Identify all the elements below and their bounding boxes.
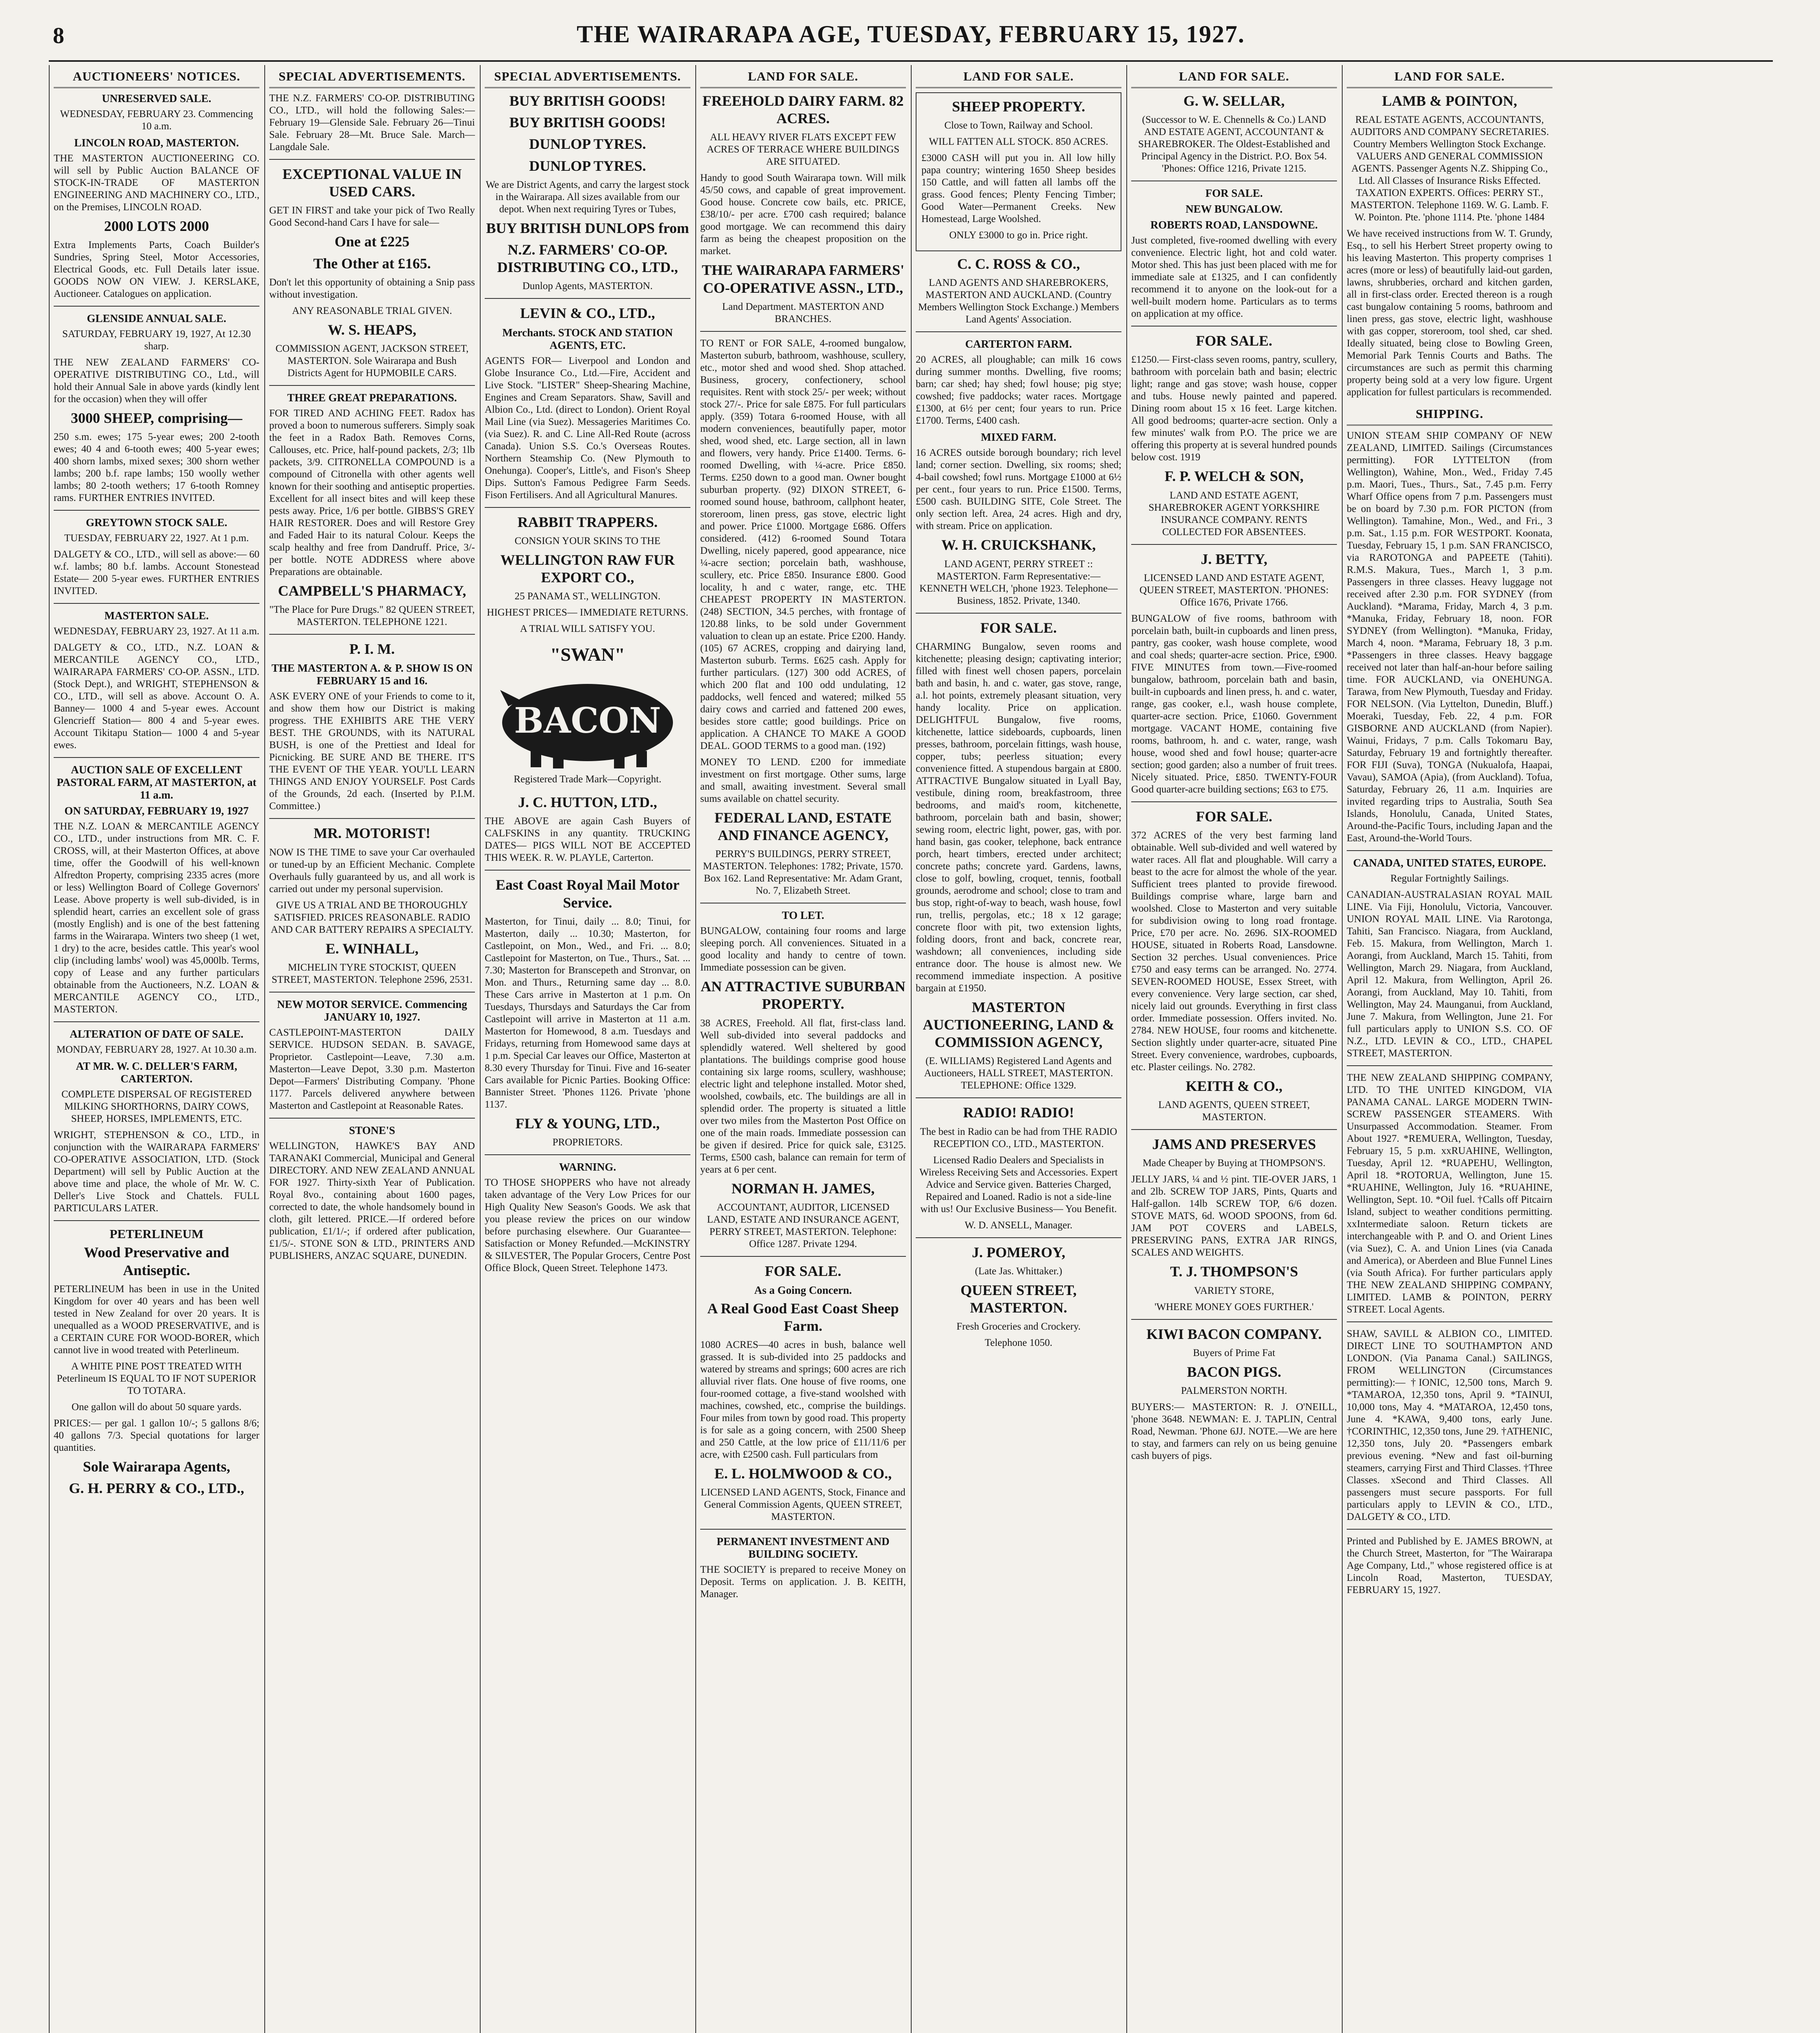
ad-text: WELLINGTON, HAWKE'S BAY AND TARANAKI Commercial, Municipal and General DIRECTORY. AND NEW ZEALAND ANNUAL FOR 1927. Thirty-sixth Year of Publication. Royal 8vo., containing about 1600 pages, corrected to date, the whole handsomely bound in cloth, gilt lettered. PRICE.—If ordered before publication, £1/1/-; if ordered after publication, £1/5/-. STONE SON & LTD., PRINTERS AND PUBLISHERS, ANZAC SQUARE, DUNEDIN. [269,1140,475,1261]
divider [1347,850,1552,851]
ad-text: BUNGALOW of five rooms, bathroom with porcelain bath, built-in cupboards and linen press, pantry, gas cooker, wash house complete, wood and coal sheds; quarter-acre section. Price, £900. FIVE MINUTES from town.—Five-roomed bungalow, bathroom, porcelain bath and basin, built-in cupboards and linen press, h. and c. water, range, gas cooker, e.l., wash house complete, quarter-acre section. Price, £1060. Government mortgage. VACANT HOME, containing five rooms, bathroom, h. and c. water, range, wash house, wood shed and fowl house; quarter-acre section; good garden; also a number of fruit trees. Nicely situated. Price, £850. TWENTY-FOUR Good quarter-acre building sections; £63 to £75. [1131,613,1337,795]
ad-text: Made Cheaper by Buying at THOMPSON'S. [1143,1158,1326,1169]
ad-text: PROPRIETORS. [552,1137,623,1148]
ad-text: PERRY'S BUILDINGS, PERRY STREET, MASTERTON. Telephones: 1782; Private, 1570. Box 162. Land Representative: Mr. Adam Grant, No. 7, Elizabeth Street. [703,849,903,897]
ad-heading: WARNING. [559,1161,616,1173]
ad-text: UNION STEAM SHIP COMPANY OF NEW ZEALAND, LIMITED. Sailings (Circumstances permitting). FOR LYTTELTON (from Wellington), Wahine, Mon., Wed., Friday 7.45 p.m. Maori, Tues., Thurs., Sat., 7.45 p.m. Ferry Wharf Office opens from 7 p.m. Passengers must be on board by 7.30 p.m. FOR PICTON (from Wellington). Tamahine, Mon., Wed., and Fri., 3 p.m. Sat., 1.15 p.m. FOR WESTPORT. Koonata, Tuesday, February 15, 1 p.m. SAN FRANCISCO, via RAROTONGA and PAPEETE (Tahiti). R.M.S. Makura, Tues., March 1, 3 p.m. Passengers in three classes. Heavy luggage not received after 2.30 p.m. FOR SYDNEY (from Auckland). *Marama, Friday, March 4, 3 p.m. *Manuka, Friday, February 18, noon. FOR SYDNEY (from Wellington). *Manuka, Friday, March 4, noon. *Marama, February 18, 3 p.m. *Passengers in three classes. Heavy baggage received not later than half-an-hour before sailing time. FOR AUCKLAND, via ONEHUNGA. Tarawa, from New Plymouth, Tuesday and Friday. FOR NELSON. (Via Lyttelton, Dunedin, Bluff.) Moeraki, Tuesday, Feb. 22, 4 p.m. FOR GISBORNE AND AUCKLAND (from Napier). Wainui, Fridays, 7 p.m. Calls Tokomaru Bay, Saturday, February 19 and fortnightly thereafter. FOR FIJI (Suva), TONGA (Nukualofa, Haapai, Vavau), SAMOA (Apia), (from Auckland). Tofua, Saturday, February 26, 11 a.m. Inquiries are invited regarding trips to Australia, South Sea Islands, Honolulu, Canada, United States, Around-the-Pacific Tours, including Japan and the East, Around-the-World Tours. [1347,430,1552,844]
ad-heading: Merchants. STOCK AND STATION AGENTS, ETC. [502,326,673,351]
ad-display: JAMS AND PRESERVES [1152,1136,1316,1153]
logo-word: BACON [514,700,661,742]
ad-text: DALGETY & CO., LTD., N.Z. LOAN & MERCANTILE AGENCY CO., LTD., WAIRARAPA FARMERS' CO-OP. ASSN., LTD. (Stock Dept.), and WRIGHT, STEPHENSON & CO., LTD., will sell as above. Account O. A. Banney— 1000 4 and 5-year ewes. Account Glencrieff Station— 800 4 and 5-year ewes. Account Tikitapu Station— 1000 4 and 5-year ewes. [54,642,259,751]
column-auctioneers-notices [49,65,263,2033]
ad-text: JELLY JARS, ¼ and ½ pint. TIE-OVER JARS, 1 and 2lb. SCREW TOP JARS, Pints, Quarts and Half-gallon. 14lb SCREW TOP, 6/6 dozen. STOVE MATS, 6d. WOOD SPOONS, from 6d. JAM POT COVERS and LABELS, PRESERVING PANS, EXTRA JAR RINGS, SCALES AND WEIGHTS. [1131,1174,1337,1258]
divider [269,385,475,386]
ad-heading: ALTERATION OF DATE OF SALE. [70,1028,244,1040]
divider [1347,1529,1552,1530]
ad-text: Dunlop Agents, MASTERTON. [522,281,653,292]
ad-text: TUESDAY, FEBRUARY 22, 1927. At 1 p.m. [64,533,249,544]
ad-display: J. POMEROY, [972,1244,1065,1260]
divider [1347,1321,1552,1322]
ad-display: SHEEP PROPERTY. [952,98,1085,115]
ad-heading: PERMANENT INVESTMENT AND BUILDING SOCIETY. [716,1535,890,1561]
ad-display: BUY BRITISH GOODS! [509,93,666,109]
ad-text: GET IN FIRST and take your pick of Two Really Good Second-hand Cars I have for sale— [269,205,475,229]
logo-title: "SWAN" [550,644,625,665]
ad-text: PRICES:— per gal. 1 gallon 10/-; 5 gallons 8/6; 40 gallons 7/3. Special quotations for larger quantities. [54,1417,259,1453]
ad-display: FOR SALE. [764,1262,842,1279]
column-header: LAND FOR SALE. [1131,65,1337,88]
ad-text: (Successor to W. E. Chennells & Co.) LAND AND ESTATE AGENT, ACCOUNTANT & SHAREBROKER. The Oldest-Established and Principal Agency in the District. P.O. Box 54. 'Phones: Office 1216, Private 1215. [1138,114,1330,174]
ad-display: 3000 SHEEP, comprising— [71,410,242,427]
ad-display: RADIO! RADIO! [963,1104,1074,1121]
page-number: 8 [53,23,64,48]
column-header: LAND FOR SALE. [916,65,1121,88]
ad-heading: THE MASTERTON A. & P. SHOW IS ON FEBRUARY 15 and 16. [271,662,473,687]
ad-text: 'WHERE MONEY GOES FURTHER.' [1154,1301,1314,1313]
ad-heading: AUCTION SALE OF EXCELLENT PASTORAL FARM, AT MASTERTON, at 11 a.m. [57,764,257,801]
ad-text: A WHITE PINE POST TREATED WITH Peterlineum IS EQUAL TO IF NOT SUPERIOR TO TOTARA. [57,1360,257,1396]
ad-text: 372 ACRES of the very best farming land obtainable. Well sub-divided and well watered by water races. All flat and ploughable. Will carry a beast to the acre for almost the whole of the year. Sufficient trees planted to provide firewood. Buildings comprise whare, large barn and woolshed. Close to Masterton and very suitable for subdivision owing to long road frontage. Price, £70 per acre. No. 2696. SIX-ROOMED HOUSE, situated in Roberts Road, Lansdowne. Section 32 perches. Usual conveniences. Price £750 and easy terms can be arranged. No. 2774. SEVEN-ROOMED HOUSE, Essex Street, with every convenience. Very large section, car shed, nicely laid out grounds. Everything in first class order. Immediate possession. Offers invited. No. 2784. NEW HOUSE, four rooms and kitchenette. Section slightly under quarter-acre, situated Pine Street. Every convenience, wardrobes, cupboards, etc. Plaster ceilings. No. 2782. [1131,829,1337,1073]
ad-text: Regular Fortnightly Sailings. [1390,873,1509,884]
ad-display: J. BETTY, [1201,551,1267,567]
divider [1131,801,1337,802]
imprint: Printed and Published by E. JAMES BROWN, at the Church Street, Masterton, for "The Wairarapa Age Company, Ltd.," whose registered office is at Lincoln Road, Masterton, TUESDAY, FEBRUARY 15, 1927. [1347,1536,1552,1596]
ad-text: Close to Town, Railway and School. [944,120,1093,131]
ad-display: FOR SALE. [980,619,1057,636]
ad-display: QUEEN STREET, MASTERTON. [960,1282,1077,1316]
ad-text: VARIETY STORE, [1194,1285,1274,1296]
ad-display: FOR SALE. [1195,333,1273,349]
column-header: SPECIAL ADVERTISEMENTS. [485,65,690,88]
ad-text: PETERLINEUM has been in use in the United Kingdom for over 40 years and has been well tested in New Zealand for over 20 years. It is unequalled as a WOOD PRESERVATIVE, and is a CERTAIN CURE FOR WOOD-BORER, which cannot live in wood treated with Peterlineum. [54,1283,259,1356]
ad-display: WELLINGTON RAW FUR EXPORT CO., [500,551,675,586]
ad-text: Extra Implements Parts, Coach Builder's Sundries, Spring Steel, Motor Accessories, Electrical Goods, etc. Full Details later issue. GOODS NOW ON VIEW. J. KERSLAKE, Auctioneer. Catalogues on application. [54,239,259,300]
ad-heading: CANADA, UNITED STATES, EUROPE. [1353,857,1546,869]
ad-display: BUY BRITISH DUNLOPS from [486,220,689,236]
ad-display: KIWI BACON COMPANY. [1146,1326,1322,1342]
divider [916,1237,1121,1238]
divider [485,870,690,871]
ad-text: ONLY £3000 to go in. Price right. [949,230,1088,241]
ad-text: THE NEW ZEALAND FARMERS' CO-OPERATIVE DISTRIBUTING CO., Ltd., will hold their Annual Sale in above yards (kindly lent for the occasion) when they will offer [54,357,259,405]
ad-display: FREEHOLD DAIRY FARM. 82 ACRES. [702,93,904,127]
ad-text: LICENSED LAND AND ESTATE AGENT, QUEEN STREET, MASTERTON. 'PHONES: Office 1676, Private 1766. [1139,572,1329,608]
ad-display: W. H. CRUICKSHANK, [941,537,1096,553]
ad-text: 38 ACRES, Freehold. All flat, first-class land. Well sub-divided into several paddocks and splendidly watered. Well sheltered by good plantations. The buildings comprise good house containing six large rooms, scullery, washhouse; electric light and telephone installed. Motor shed, woolshed, cowbails, etc. The buildings are all in splendid order. The property is situated a little over two miles from the Masterton Post Office on one of the main roads. Immediate possession can be given if desired. Price for quick sale, £3125. Terms, £500 cash, balance can remain for term of years at 6 per cent. [700,1017,906,1175]
column-land-for-sale-1 [695,65,910,2033]
ad-display: BUY BRITISH GOODS! [509,114,666,131]
ad-text: HIGHEST PRICES— IMMEDIATE RETURNS. [487,607,688,618]
column-land-for-sale-2 [911,65,1126,2033]
ad-text: 1080 ACRES—40 acres in bush, balance well grassed. It is sub-divided into 25 paddocks and watered by streams and springs; 600 acres are rich alluvial river flats. One house of five rooms, one four-roomed cottage, a five-stand woolshed with machines, cowshed, etc., comprise the buildings. Four miles from town by good road. This property is for sale as a going concern, with 2500 Sheep and 250 Cattle, at the low price of £11/11/6 per acre, with £2500 cash. Full particulars from [700,1339,906,1461]
divider [1131,1129,1337,1130]
ad-display: LAMB & POINTON, [1382,93,1517,109]
ad-text: PALMERSTON NORTH. [1181,1385,1287,1396]
ad-display: 2000 LOTS 2000 [104,218,209,234]
column-land-for-sale-3 [1126,65,1341,2033]
ad-text: THE ABOVE are again Cash Buyers of CALFSKINS in any quantity. TRUCKING DATES— PIGS WILL NOT BE ACCEPTED THIS WEEK. R. W. PLAYLE, Carterton. [485,816,690,864]
divider [54,1220,259,1221]
ad-heading: ON SATURDAY, FEBRUARY 19, 1927 [64,805,249,817]
column-header: AUCTIONEERS' NOTICES. [54,65,259,88]
ad-text: WEDNESDAY, FEBRUARY 23, 1927. At 11 a.m. [54,626,259,637]
ad-heading: MASTERTON SALE. [104,609,209,622]
ad-text: SATURDAY, FEBRUARY 19, 1927, At 12.30 sharp. [62,329,251,352]
ad-text: REAL ESTATE AGENTS, ACCOUNTANTS, AUDITORS AND COMPANY SECRETARIES. Country Members Wellington Stock Exchange. VALUERS AND GENERAL COMMISSION AGENTS. Passenger Agents N.Z. Shipping Co., Ltd. All Classes of Insurance Risks Effected. TAXATION EXPERTS. Offices: PERRY ST., MASTERTON. Telephone 1169. W. G. Lamb. F. W. Pointon. Pte. 'phone 1114. Pte. 'phone 1484 [1350,114,1549,223]
ad-text: Just completed, five-roomed dwelling with every convenience. Electric light, hot and cold water. Motor shed. This has just been placed with me for immediate sale at £1325, and I can confidently recommend it to anyone on the look-out for a well-built modern home. Particulars as to terms on application at my office. [1131,235,1337,320]
ad-display: P. I. M. [349,641,395,657]
ad-text: THE SOCIETY is prepared to receive Money on Deposit. Terms on application. J. B. KEITH, Manager. [700,1564,906,1600]
ad-display: CAMPBELL'S PHARMACY, [278,582,466,599]
ad-heading: PETERLINEUM [109,1227,204,1241]
ad-heading: FOR SALE. [1205,187,1263,200]
divider [269,818,475,819]
divider [700,1256,906,1257]
divider [485,298,690,299]
ad-display: E. L. HOLMWOOD & CO., [714,1465,892,1482]
ad-display: Wood Preservative and Antiseptic. [84,1244,229,1278]
divider [54,1021,259,1022]
column-special-ads-2 [480,65,694,2033]
ad-heading: CARTERTON FARM. [965,338,1072,350]
ad-text: 16 ACRES outside borough boundary; rich level land; corner section. Dwelling, six rooms; shed; 4-bail cowshed; fowl runs. Mortgage £1000 at 6½ per cent., four years to run. Price £1500. Terms, £500 cash. BUILDING SITE, Cole Street. The only section left. Area, 24 acres. High and dry, with stream. Price on application. [916,447,1121,532]
ad-heading: STONE'S [349,1124,395,1136]
ad-text: Handy to good South Wairarapa town. Will milk 45/50 cows, and capable of great improvement. Good house. Concrete cow bails, etc. PRICE, £38/10/- per acre. £700 cash required; balance good mortgage. We can recommend this dairy farm as being the cheapest proposition on the market. [700,172,906,257]
ad-display: A Real Good East Coast Sheep Farm. [707,1300,899,1334]
ad-text: AGENTS FOR— Liverpool and London and Globe Insurance Co., Ltd.—Fire, Accident and Live Stock. "LISTER" Sheep-Shearing Machine, Engines and Cream Separators. Shaw, Savill and Albion Co., Ltd. (direct to London). Orient Royal Mail Line (via Suez). Messageries Maritimes Co. (via Suez). R. and C. Line All-Red Route (across Canada). Union S.S. Co.'s Overseas Routes. Northern Steamship Co. (New Plymouth to Onehunga). Cooper's, Little's, and Fison's Sheep Dips. Sutton's Famous Pedigree Farm Seeds. Fison Fertilisers. And all Agricultural Manures. [485,355,690,501]
ad-text: THE NEW ZEALAND SHIPPING COMPANY, LTD. TO THE UNITED KINGDOM, VIA PANAMA CANAL. LARGE MODERN TWIN-SCREW PASSENGER STEAMERS. With Unsurpassed Accommodation. Steamer. From About 1927. *REMUERA, Wellington, Tuesday, February 15, 5 p.m. xxRUAHINE, Wellington, Tuesday, April 12. *RUAPEHU, Wellington, April 18. *ROTORUA, Wellington, June 15. *RUAHINE, Wellington, July 16. *RUAHINE, Wellington, Sept. 10. *Oil fuel. †Calls off Pitcairn Island, subject to weather conditions permitting. xxIntermediate saloon. Return tickets are interchangeable with P. and O. and Orient Lines (via Suez), C. A. and Union Lines (via Canada and America), or Aberdeen and Blue Funnel Lines (via South Africa). For further particulars apply THE NEW ZEALAND SHIPPING COMPANY, LIMITED. LAMB & POINTON, PERRY STREET. Local Agents. [1347,1072,1552,1315]
ad-text: THE MASTERTON AUCTIONEERING CO. will sell by Public Auction BALANCE OF STOCK-IN-TRADE OF MASTERTON ENGINEERING AND MACHINERY CO., LTD., on the Premises, LINCOLN ROAD. [54,153,259,213]
ad-text: MICHELIN TYRE STOCKIST, QUEEN STREET, MASTERTON. Telephone 2596, 2531. [272,962,472,985]
divider [269,634,475,635]
ad-text: (Late Jas. Whittaker.) [975,1265,1062,1277]
ad-text: A TRIAL WILL SATISFY YOU. [520,623,655,635]
ad-text: COMMISSION AGENT, JACKSON STREET, MASTERTON. Sole Wairarapa and Bush Districts Agent for HUPMOBILE CARS. [275,343,469,379]
ad-text: LAND AND ESTATE AGENT, SHAREBROKER AGENT YORKSHIRE INSURANCE COMPANY. RENTS COLLECTED FOR ABSENTEES. [1148,490,1320,538]
divider [1347,1065,1552,1066]
ad-heading: As a Going Concern. [754,1284,852,1296]
ad-heading: AT MR. W. C. DELLER'S FARM, CARTERTON. [76,1060,237,1085]
ad-heading: NEW MOTOR SERVICE. Commencing JANUARY 10, 1927. [277,998,467,1023]
ad-display: RABBIT TRAPPERS. [517,514,658,530]
divider [54,603,259,604]
ad-display: T. J. THOMPSON'S [1170,1263,1298,1280]
ad-text: 20 ACRES, all ploughable; can milk 16 cows during summer months. Dwelling, five rooms; barn; car shed; hay shed; fowl house; pig stye; cowshed; five paddocks; water races. Mortgage £1300, at 6½ per cent; four years to run. Price £1700. Terms, £400 cash. [916,354,1121,427]
ad-display: One at £225 [335,233,409,250]
divider [485,1154,690,1155]
ad-display: Sole Wairarapa Agents, [83,1458,231,1475]
divider [54,306,259,307]
divider [916,1097,1121,1098]
ad-text: LICENSED LAND AGENTS, Stock, Finance and General Commission Agents, QUEEN STREET, MASTERTON. [701,1487,906,1523]
ad-display: G. W. SELLAR, [1183,93,1285,109]
ad-display: MASTERTON AUCTIONEERING, LAND & COMMISSION AGENCY, [923,999,1115,1051]
ad-text: Licensed Radio Dealers and Specialists in Wireless Receiving Sets and Accessories. Expert Advice and Service given. Batteries Charged, Repaired and Loaned. Radio is not a side-line with us! Our Exclusive Business— You Benefit. [919,1154,1118,1215]
ad-display: The Other at £165. [313,255,431,272]
trademark-note: Registered Trade Mark—Copyright. [514,774,662,785]
ad-text: BUNGALOW, containing four rooms and large sleeping porch. All conveniences. Situated in a good locality and handy to centre of town. Immediate possession can be given. [700,925,906,973]
ad-display: THE WAIRARAPA FARMERS' CO-OPERATIVE ASSN., LTD., [701,262,905,296]
ad-heading: TO LET. [782,909,825,922]
ad-heading: MIXED FARM. [981,431,1056,444]
ad-heading: ROBERTS ROAD, LANSDOWNE. [1150,219,1318,231]
ad-text: (E. WILLIAMS) Registered Land Agents and Auctioneers, HALL STREET, MASTERTON. TELEPHONE: Office 1329. [924,1056,1113,1091]
ad-display: FEDERAL LAND, ESTATE AND FINANCE AGENCY, [714,809,892,843]
ad-display: BACON PIGS. [1186,1363,1282,1380]
ad-text: £3000 CASH will put you in. All low hilly papa country; wintering 1650 Sheep besides 150 Cattle, and will fatten all lambs off the grass. Good fences; Plenty Fencing Timber; Good Water—Permanent Creeks. New Homestead, Large Woolshed. [921,152,1116,225]
ad-text: £1250.— First-class seven rooms, pantry, scullery, bathroom with porcelain bath and basin; electric light; range and gas stove; wash house, copper and tubs. House newly painted and papered. Dining room about 15 x 16 feet. Large kitchen. All good bedrooms; quarter-acre section. Only a few minutes' walk from P.O. The price we are offering this property at is several hundred pounds below cost. 1919 [1131,354,1337,463]
ad-text: THE N.Z. LOAN & MERCANTILE AGENCY CO., LTD., under instructions from MR. C. F. CROSS, will, at their Masterton Offices, at above time, offer the Goodwill of his well-known Alfredton Property, comprising 2335 acres (more or less) Wellington Board of College Governors' Lease. Above property is well sub-divided, is in splendid heart, carries an excellent sole of grass (mostly English) and is one of the best fattening farms in the Wairarapa. Winters two sheep (1 wet, 1 dry) to the acre, besides cattle. This year's wool clip (including lambs' wool) was 45,000lb. Terms, copy of Lease and any further particulars obtainable from the Auctioneers, N.Z. LOAN & MERCANTILE AGENCY CO., LTD., MASTERTON. [54,821,259,1015]
ad-text: CHARMING Bungalow, seven rooms and kitchenette; pleasing design; captivating interior; filled with finest well chosen papers, porcelain bath and basin, h. and c. water, gas stove, range, a.l. hot points, extremely pleasant situation, very handy locality. Price on application. DELIGHTFUL Bungalow, five rooms, kitchenette, lattice sideboards, cupboards, linen presses, bathroom, porcelain fittings, wash house, copper, tubs; peerless situation; every convenience fitted. A stupendous bargain at £800. ATTRACTIVE Bungalow situated in Lyall Bay, vestibule, dining room, breakfastroom, three bedrooms, and maid's room, kitchenette, bathroom, porcelain bath and basin, shower; sewing room, electric light, power, gas, with por. hand basin, gas cooker, telephone, back entrance porch, heart timbers, erected under architect; concrete paths; concrete yard. Gardens, lawns, close to golf, bowling, croquet, tennis, football grounds, aerodrome and school; close to tram and bus stop, right-of-way to beach, wash house, fowl run, trellis, pergolas, etc.; 18 x 12 garage; concrete floor with pit, two extension lights, folding doors, front and back, concrete rear, washdown; all conveniences, including side entrance door. The house is almost new. We recommend immediate inspection. A positive bargain at £1950. [916,641,1121,994]
divider [269,992,475,993]
ad-display: EXCEPTIONAL VALUE IN USED CARS. [282,166,462,200]
column-special-ads-1 [264,65,479,2033]
ad-text: GIVE US A TRIAL AND BE THOROUGHLY SATISFIED. PRICES REASONABLE. RADIO AND CAR BATTERY REPAIRS A SPECIALTY. [270,899,474,935]
ad-text: LAND AGENTS, QUEEN STREET, MASTERTON. [1158,1099,1310,1123]
ad-heading: UNRESERVED SALE. [102,92,211,104]
divider [485,507,690,508]
ad-display: East Coast Royal Mail Motor Service. [496,877,679,911]
ad-display: FLY & YOUNG, LTD., [515,1115,660,1132]
ad-heading: LINCOLN ROAD, MASTERTON. [74,137,239,149]
ad-display: E. WINHALL, [325,940,419,957]
ad-display: MR. MOTORIST! [313,825,431,842]
ad-display: NORMAN H. JAMES, [731,1180,875,1197]
divider [54,757,259,758]
ad-text: One gallon will do about 50 square yards. [72,1401,242,1413]
ad-text: WRIGHT, STEPHENSON & CO., LTD., in conjunction with the WAIRARAPA FARMERS' CO-OPERATIVE ASSOCIATION, LTD. (Stock Department) will sell by Public Auction at the above time and place, the whole of Mr. W. C. Deller's Live Stock and Chattels. FULL PARTICULARS LATER. [54,1130,259,1214]
divider [269,159,475,160]
column-header: SPECIAL ADVERTISEMENTS. [269,65,475,88]
divider [700,331,906,332]
ad-display: C. C. ROSS & CO., [957,256,1080,272]
ad-text: Land Department. MASTERTON AND BRANCHES. [722,301,884,324]
ad-text: W. D. ANSELL, Manager. [964,1219,1073,1231]
divider [916,613,1121,614]
ad-text: Masterton, for Tinui, daily ... 8.0; Tinui, for Masterton, daily ... 10.30; Masterton, for Castlepoint, on Mon., Wed., and Fri. ... 8.0; Castlepoint for Masterton, on Tue., Thurs., Sat. ... 7.30; Masterton for Branscepeth and Stronvar, on Mon. and Thurs., Returning same day ... 8.0. These Cars arrive in Masterton at 1 p.m. On Tuesdays, Thursdays and Saturdays the Car from Castlepoint will arrive in Masterton at 11 a.m. Masterton for Homewood, 8 a.m. Tuesdays and Fridays, returning from Homewood same days at 1 p.m. Special Car leaves our Office, Masterton at 8.30 every Thursday for Tinui. Five and 16-seater Cars available for Picnic Parties. Booking Office: Bannister Street. 'Phones 1126. Private 'phone 1137. [485,916,690,1110]
ad-text: WEDNESDAY, FEBRUARY 23. Commencing 10 a.m. [60,109,253,132]
ad-text: "The Place for Pure Drugs." 82 QUEEN STREET, MASTERTON. TELEPHONE 1221. [269,604,475,628]
ad-display: LEVIN & CO., LTD., [520,305,655,322]
divider [916,331,1121,332]
ad-text: SHAW, SAVILL & ALBION CO., LIMITED. DIRECT LINE TO SOUTHAMPTON AND LONDON. (Via Panama Canal.) SAILINGS, FROM WELLINGTON (Circumstances permitting):— †IONIC, 12,500 tons, March 9. *TAMAROA, 12,350 tons, April 9. *TAINUI, 10,000 tons, May 4. *MATAROA, 12,450 tons, June 4. *KAWA, 9,400 tons, early June. †CORINTHIC, 12,350 tons, June 29. †ATHENIC, 12,350 tons, July 20. *Passengers embark previous evening. *New and fast oil-burning steamers, carrying First and Third Classes. †Three Classes. xSecond and Third Classes. All passengers must secure passports. For full particulars apply to LEVIN & CO., LTD., DALGETY & CO., LTD. [1347,1328,1552,1523]
ad-heading: GLENSIDE ANNUAL SALE. [87,312,226,325]
ad-text: CONSIGN YOUR SKINS TO THE [514,535,661,546]
divider [700,1529,906,1530]
ad-text: ALL HEAVY RIVER FLATS EXCEPT FEW ACRES OF TERRACE WHERE BUILDINGS ARE SITUATED. [706,132,900,168]
ad-display: J. C. HUTTON, LTD., [518,794,657,811]
ad-text: ASK EVERY ONE of your Friends to come to it, and show them how our District is making progress. THE EXHIBITS ARE THE VERY BEST. THE GROUNDS, with its NATURAL BUSH, is one of the Prettiest and Ideal for Picnicking. BE SURE AND BE THERE. IT'S THE EVENT OF THE YEAR. YOU'LL LEARN THINGS AND ENJOY YOURSELF. Post Cards of the Grounds, 2d each. (Inserted by P.I.M. Committee.) [269,691,475,812]
ad-text: WILL FATTEN ALL STOCK. 850 ACRES. [929,136,1108,148]
ad-text: Telephone 1050. [984,1337,1053,1349]
divider [1131,1319,1337,1320]
ad-text: TO THOSE SHOPPERS who have not already taken advantage of the Very Low Prices for our High Quality New Season's Goods. We ask that you please review the prices on our window before purchasing elsewhere. Our Guarantee—Satisfaction or Money Refunded.—McKINSTRY & SILVESTER, The Popular Grocers, Centre Post Office Block, Queen Street. Telephone 1473. [485,1177,690,1273]
column-header: LAND FOR SALE. [700,65,906,88]
ad-text: MONEY TO LEND. £200 for immediate investment on first mortgage. Other sums, large and small, awaiting investment. Several small sums available on chattel security. [700,756,906,804]
ad-display: G. H. PERRY & CO., LTD., [69,1480,244,1496]
ad-text: Buyers of Prime Fat [1193,1347,1276,1358]
section-header-shipping: SHIPPING. [1347,403,1552,426]
ad-text: Don't let this opportunity of obtaining a Snip pass without investigation. [269,276,475,300]
ad-text: THE N.Z. FARMERS' CO-OP. DISTRIBUTING CO., LTD., will hold the following Sales:— February 19—Glenside Sale. February 26—Tinui Sale. February 28—Mt. Bruce Sale. March—Langdale Sale. [269,93,475,152]
ad-text: Fresh Groceries and Crockery. [956,1321,1081,1332]
ad-heading: GREYTOWN STOCK SALE. [86,516,227,529]
column-header: LAND FOR SALE. [1347,65,1552,88]
ad-heading: NEW BUNGALOW. [1185,203,1283,215]
ad-text: MONDAY, FEBRUARY 28, 1927. At 10.30 a.m. [56,1044,257,1056]
ad-text: 250 s.m. ewes; 175 5-year ewes; 200 2-tooth ewes; 40 4 and 6-tooth ewes; 400 5-year ewes; 400 shorn lambs, mixed sexes; 300 shorn wether lambs; 200 b.f. rape lambs; 150 woolly wether lambs; 80 2-tooth wethers; 17 6-tooth Romney rams. FURTHER ENTRIES INVITED. [54,431,259,504]
ad-text: BUYERS:— MASTERTON: R. J. O'NEILL, 'phone 3648. NEWMAN: E. J. TAPLIN, Central Road, Newman. 'Phone 6JJ. NOTE.—We are here to stay, and farmers can rely on us being genuine cash buyers of pigs. [1131,1401,1337,1461]
ad-display: DUNLOP TYRES. [529,136,646,152]
ad-display: F. P. WELCH & SON, [1165,468,1304,485]
ad-display: AN ATTRACTIVE SUBURBAN PROPERTY. [701,978,906,1012]
ad-text: CANADIAN-AUSTRALASIAN ROYAL MAIL LINE. Via Fiji, Honolulu, Victoria, Vancouver. UNION ROYAL MAIL LINE. Via Rarotonga, Tahiti, San Francisco. Niagara, from Auckland, Feb. 15. Makura, from Wellington, March 1. Aorangi, from Auckland, March 15. Tahiti, from Wellington, March 29. Niagara, from Auckland, April 12. Makura, from Wellington, April 26. Aorangi, from Auckland, May 10. Tahiti, from Wellington, May 24. Maunganui, from Auckland, June 7. Makura, from Wellington, June 21. For full particulars apply to UNION S.S. CO. OF N.Z., LTD. LEVIN & CO., LTD., CHAPEL STREET, MASTERTON. [1347,889,1552,1059]
ad-display: FOR SALE. [1195,808,1273,825]
divider [1131,544,1337,545]
pig-logo-icon [492,670,683,771]
divider [269,1118,475,1119]
ad-text: NOW IS THE TIME to save your Car overhauled or tuned-up by an Efficient Mechanic. Complete Overhauls fully guaranteed by us, and all work is carried out under my personal supervision. [269,847,475,895]
ad-display: W. S. HEAPS, [328,321,416,338]
column-land-for-sale-4 [1342,65,1557,2033]
ad-display: DUNLOP TYRES. [529,157,646,174]
newspaper-title: THE WAIRARAPA AGE, TUESDAY, FEBRUARY 15, 1927. [577,21,1245,48]
ad-text: COMPLETE DISPERSAL OF REGISTERED MILKING SHORTHORNS, DAIRY COWS, SHEEP, HORSES, IMPLEMENTS, ETC. [61,1089,252,1125]
masthead [49,11,1773,62]
ad-display: N.Z. FARMERS' CO-OP. DISTRIBUTING CO., LTD., [497,241,678,276]
ad-text: TO RENT or FOR SALE, 4-roomed bungalow, Masterton suburb, bathroom, washhouse, scullery, etc., motor shed and wood shed. Shop attached. Business, grocery, confectionery, school requisites. Rent with stock 25/- per week; without stock 27/-. Price for sale £875. For full particulars apply. (359) Totara 6-roomed House, with all modern conveniences, beautifully paper, motor shed, wood shed, etc. Large section, all in lawn and flowers, very handy. Price £1400. Terms. 6-roomed Dwelling, with ¼-acre. Price £850. Terms. £250 down to a good man. Owner bought suburban property. (92) DIXON STREET, 6-roomed sound house, bathroom, callphont heater, storeroom, linen press, gas stove, electric light and power. Price £1000. Mortgage £686. Offers considered. (412) 6-roomed Sound Totara Dwelling, nicely papered, good appearance, nice ¼-acre section; porcelain bath, washhouse, scullery, etc. Price £850. Insurance £800. Good locality, h and c water, range, etc. THE CHEAPEST PROPERTY IN MASTERTON. (248) SECTION, 34.5 perches, with frontage of 120.88 links, to be sold under Government valuation to clean up an estate. Price £200. Handy. (105) 67 ACRES, cropping and dairying land, Masterton suburb. Terms. £625 cash. Apply for further particulars. (127) 300 odd ACRES, of which 200 flat and 100 odd undulating, 12 paddocks, well fenced and watered; milked 55 dairy cows and carried and fattened 200 ewes, besides store cattle; good buildings. Price on application. A CHANCE TO MAKE A GOOD DEAL. GOOD TERMS to a good man. (192) [700,337,906,751]
ad-text: We have received instructions from W. T. Grundy, Esq., to sell his Herbert Street property owing to his leaving Masterton. This property comprises 1 acres (more or less) of beautifully laid-out garden, lawns, shrubberies, orchard and kitchen garden, all in first-class order. Erected thereon is a rough cast bungalow containing 5 rooms, bathroom and linen press, gas stove, electric light, washhouse with gas copper, storeroom, tool shed, car shed. Ideally situated, being close to Bowling Green, Memorial Park Tennis Courts and Baths. The circumstances are such as permit this charming property being sold at a very low figure. Urgent application for fullest particulars is recommended. [1347,228,1552,398]
ad-text: We are District Agents, and carry the largest stock in the Wairarapa. All sizes available from our depot. When next requiring Tyres or Tubes, [485,179,690,215]
swan-bacon-logo [485,643,690,786]
divider [54,510,259,511]
ad-text: ACCOUNTANT, AUDITOR, LICENSED LAND, ESTATE AND INSURANCE AGENT, PERRY STREET, MASTERTON. Telephone: Office 1287. Private 1294. [707,1202,899,1249]
ad-box [916,92,1121,251]
ad-text: The best in Radio can be had from THE RADIO RECEPTION CO., LTD., MASTERTON. [920,1126,1117,1149]
ad-text: 25 PANAMA ST., WELLINGTON. [514,591,661,602]
ad-text: ANY REASONABLE TRIAL GIVEN. [292,305,452,316]
ad-text: LAND AGENT, PERRY STREET :: MASTERTON. Farm Representative:— KENNETH WELCH, 'phone 1923. Telephone— Business, 1852. Private, 1340. [919,558,1118,606]
ad-text: FOR TIRED AND ACHING FEET. Radox has proved a boon to numerous sufferers. Simply soak the feet in a Radox Bath. Removes Corns, Callouses, etc. Price, half-pound packets, 2/3; 1lb packets, 3/9. CITRONELLA COMPOUND is a compound of Citronella with other agents well known for their soothing and antiseptic properties. Excellent for all insect bites and will keep these pests away. Price, 1/6 per bottle. GIBBS'S GREY HAIR RESTORER. Does and will Restore Grey and Faded Hair to its natural Colour. Keeps the scalp healthy and free from Dandruff. Price, 3/- per bottle. NOTE ADDRESS where above Preparations are obtainable. [269,407,475,577]
ad-display: KEITH & CO., [1185,1077,1283,1094]
ad-text: DALGETY & CO., LTD., will sell as above:— 60 w.f. lambs; 80 b.f. lambs. Account Stonestead Estate— 200 5-year ewes. FURTHER ENTRIES INVITED. [54,549,259,597]
ad-text: CASTLEPOINT-MASTERTON DAILY SERVICE. HUDSON SEDAN. B. SAVAGE, Proprietor. Castlepoint—Leave, 7.30 a.m. Masterton—Leave Depot, 3.30 p.m. Masterton Depot—Farmers' Distributing Company. 'Phone 1177. Parcels delivered anywhere between Masterton and Castlepoint at Reasonable Rates. [269,1027,475,1111]
ad-heading: THREE GREAT PREPARATIONS. [287,391,457,404]
ad-text: LAND AGENTS AND SHAREBROKERS, MASTERTON AND AUCKLAND. (Country Members Wellington Stock Exchange.) Members Land Agents' Association. [918,277,1119,325]
